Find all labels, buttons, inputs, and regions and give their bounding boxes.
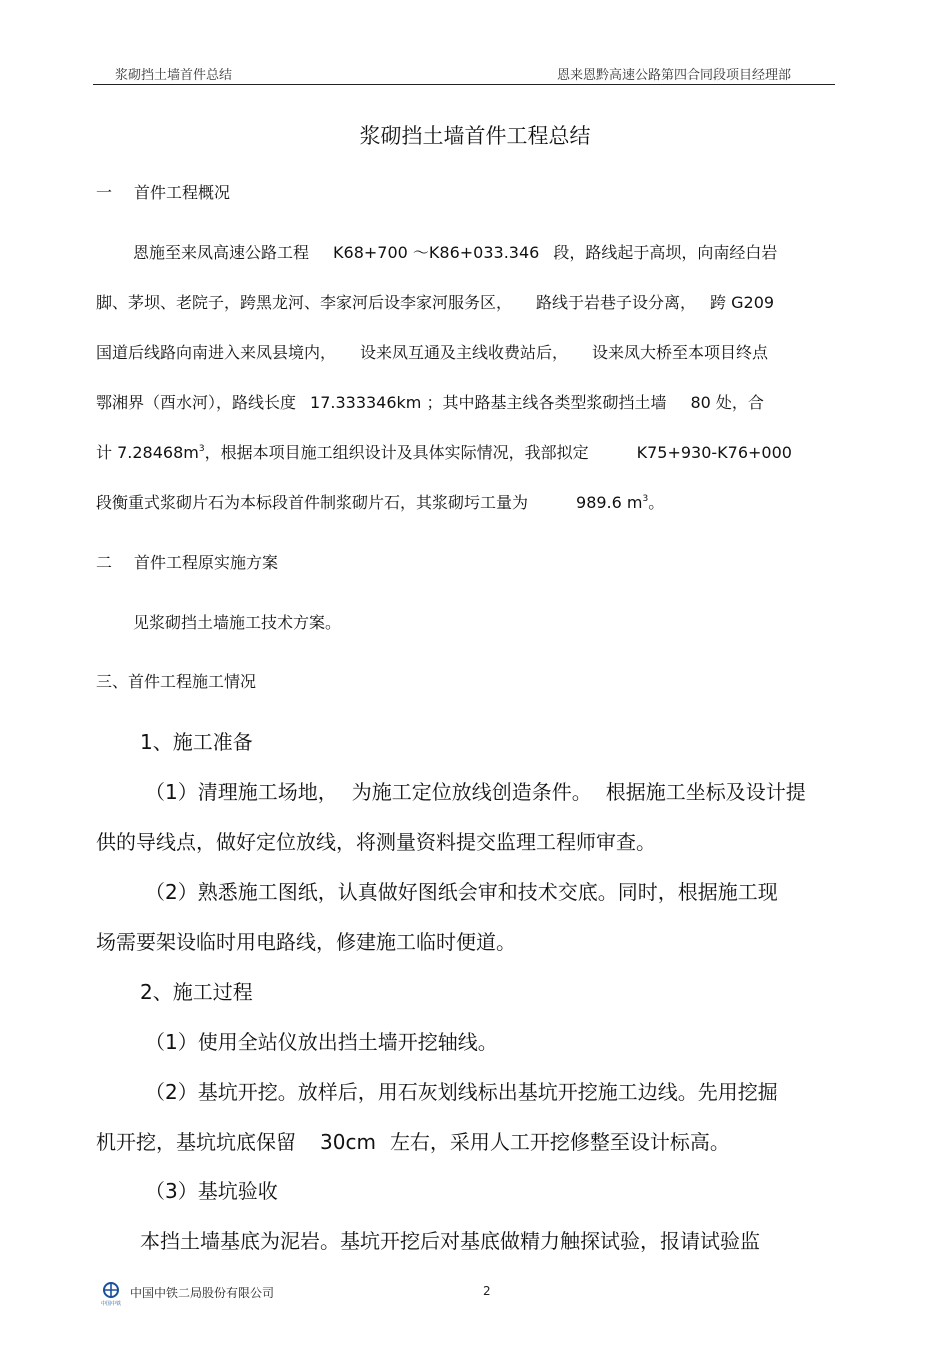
company-logo-icon	[98, 1281, 124, 1307]
section-1-number: 一	[96, 183, 113, 202]
overview-text: 路线于岩巷子设分离，	[536, 293, 697, 312]
prep-heading: 1、施工准备	[140, 730, 253, 754]
superscript: 3	[642, 494, 649, 504]
process-heading: 2、施工过程	[140, 980, 253, 1004]
overview-text: 80 处，合	[690, 393, 764, 412]
overview-line-4	[96, 390, 764, 413]
process-text: 机开挖，基坑坑底保留	[96, 1130, 296, 1154]
prep-para-1-line-2: 供的导线点，做好定位放线，将测量资料提交监理工程师审查。	[96, 830, 656, 854]
header-right: 恩来恩黔高速公路第四合同段项目经理部	[557, 68, 792, 83]
overview-text: 脚、茅坝、老院子，跨黑龙河、李家河后设李家河服务区，	[96, 293, 513, 312]
overview-text: K75+930-K76+000	[636, 443, 792, 462]
header-left: 浆砌挡土墙首件总结	[115, 68, 233, 83]
process-step-3: （3）基坑验收	[145, 1179, 278, 1203]
overview-text: 跨 G209	[710, 293, 775, 312]
section-2-number: 二	[96, 553, 113, 572]
section-2-body: 见浆砌挡土墙施工技术方案。	[133, 613, 342, 632]
logo-text: 中国中铁	[100, 1301, 122, 1307]
overview-text: 989.6 m	[576, 493, 643, 512]
process-text: 左右，采用人工开挖修整至设计标高。	[389, 1130, 730, 1154]
overview-line-1	[133, 240, 777, 263]
overview-text: 鄂湘界（酉水河），路线长度	[96, 393, 297, 412]
overview-text: 。	[648, 493, 665, 512]
prep-text: （1）清理施工场地，	[145, 780, 338, 804]
overview-text: 设来凤大桥至本项目终点	[592, 343, 769, 362]
process-text: 30cm	[320, 1130, 376, 1154]
prep-para-2-line-2: 场需要架设临时用电路线，修建施工临时便道。	[96, 930, 516, 954]
header-divider	[93, 84, 835, 85]
prep-para-1-line-1	[145, 776, 806, 805]
section-2-heading	[96, 550, 278, 573]
page-title: 浆砌挡土墙首件工程总结	[359, 124, 591, 148]
overview-line-5	[96, 440, 792, 463]
overview-text: 段衡重式浆砌片石为本标段首件制浆砌片石，其浆砌圬工量为	[96, 493, 529, 512]
prep-para-2-line-1: （2）熟悉施工图纸，认真做好图纸会审和技术交底。同时，根据施工现	[145, 880, 778, 904]
process-step-2-line-2	[96, 1126, 730, 1155]
overview-text: 设来凤互通及主线收费站后，	[360, 343, 569, 362]
process-step-1: （1）使用全站仪放出挡土墙开挖轴线。	[145, 1030, 498, 1054]
section-1-heading	[96, 180, 230, 203]
overview-text: K68+700 ～K86+033.346	[333, 243, 540, 262]
overview-text: 17.333346km ；其中路基主线各类型浆砌挡土墙	[310, 393, 667, 412]
prep-text: 根据施工坐标及设计提	[605, 780, 806, 804]
section-1-title: 首件工程概况	[134, 183, 231, 202]
superscript: 3	[198, 444, 205, 454]
overview-line-6	[96, 490, 664, 513]
section-2-title: 首件工程原实施方案	[134, 553, 279, 572]
footer-company: 中国中铁二局股份有限公司	[130, 1286, 275, 1300]
process-step-3-body: 本挡土墙基底为泥岩。基坑开挖后对基底做精力触探试验，报请试验监	[140, 1229, 760, 1253]
section-3-heading: 三、首件工程施工情况	[96, 672, 257, 691]
overview-text: 国道后线路向南进入来凤县境内，	[96, 343, 337, 362]
overview-text: 恩施至来凤高速公路工程	[133, 243, 310, 262]
prep-text: 为施工定位放线创造条件。	[351, 780, 592, 804]
overview-text: 计 7.28468m	[96, 443, 199, 462]
overview-line-2	[96, 290, 774, 313]
process-step-2-line-1: （2）基坑开挖。放样后，用石灰划线标出基坑开挖施工边线。先用挖掘	[145, 1080, 778, 1104]
page-number: 2	[483, 1284, 491, 1298]
overview-text: 段，路线起于高坝，向南经白岩	[553, 243, 778, 262]
overview-line-3	[96, 340, 768, 363]
overview-text: ，根据本项目施工组织设计及具体实际情况，我部拟定	[204, 443, 589, 462]
